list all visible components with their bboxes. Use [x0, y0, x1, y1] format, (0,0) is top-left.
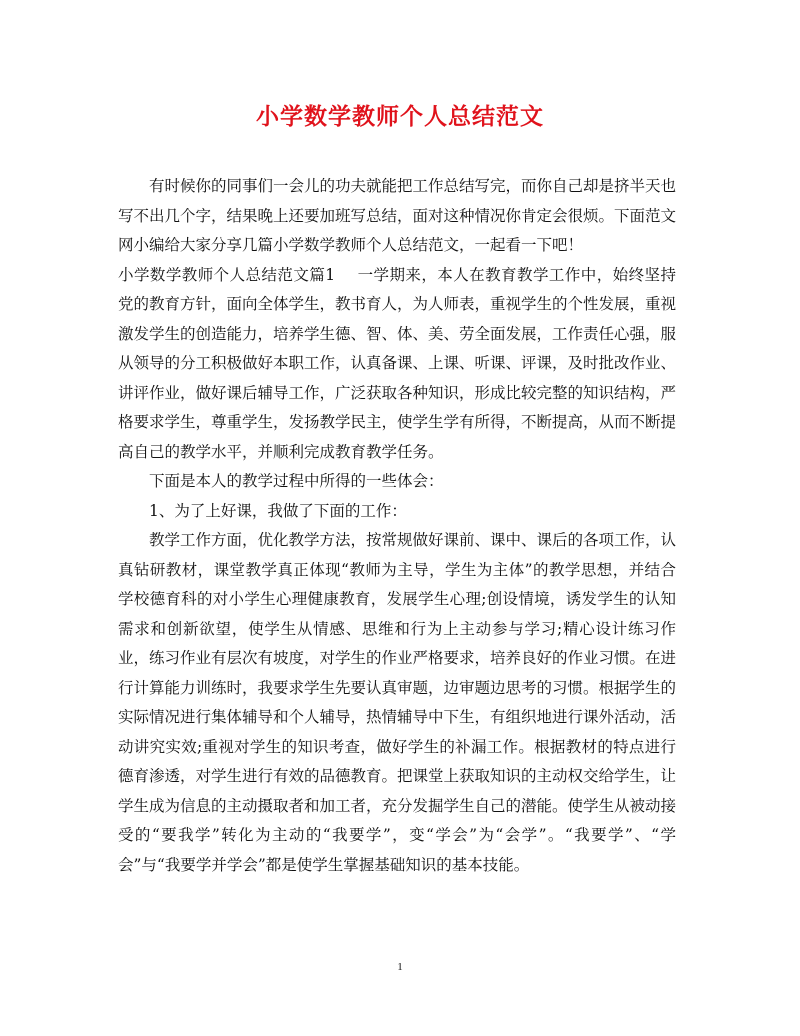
page-number: 1 [397, 961, 403, 973]
teaching-paragraph: 教学工作方面，优化教学方法，按常规做好课前、课中、课后的各项工作，认真钻研教材，课堂教学真正体现“教师为主导，学生为主体”的教学思想，并结合学校德育科的对小学生心理健康教育，发展学生心理;创设情境，诱发学生的认知需求和创新欲望，使学生从情感、思维和行为上主动参与学习;精心设计练习作业，练习作业有层次有坡度，对学生的作业严格要求，培养良好的作业习惯。在进行计算能力训练时，我要求学生先要认真审题，边审题边思考的习惯。根据学生的实际情况进行集体辅导和个人辅导，热情辅导中下生，有组织地进行课外活动，活动讲究实效;重视对学生的知识考查，做好学生的补漏工作。根据教材的特点进行德育渗透，对学生进行有效的品德教育。把课堂上获取知识的主动权交给学生，让学生成为信息的主动摄取者和加工者，充分发掘学生自己的潜能。使学生从被动接受的“要我学”转化为主动的“我要学”，变“学会”为“会学”。“我要学”、“学会”与“我要学并学会”都是使学生掌握基础知识的基本技能。 [118, 531, 677, 874]
point-one-paragraph: 1、为了上好课，我做了下面的工作： [149, 501, 407, 520]
intro-paragraph: 有时候你的同事们一会儿的功夫就能把工作总结写完，而你自己却是挤半天也写不出几个字，结果晚上还要加班写总结，面对这种情况你肯定会很烦。下面范文网小编给大家分享几篇小学数学教师个人总结范文，一起看一下吧！ [118, 177, 677, 254]
document-title: 小学数学教师个人总结范文 [256, 103, 544, 130]
document-body [118, 172, 676, 880]
section-heading: 小学数学教师个人总结范文篇1 [118, 265, 336, 284]
section-paragraph [118, 261, 676, 468]
section-text: 一学期来，本人在教育教学工作中，始终坚持党的教育方针，面向全体学生，教书育人，为人师表，重视学生的个性发展，重视激发学生的创造能力，培养学生德、智、体、美、劳全面发展，工作责任心强，服从领导的分工积极做好本职工作，认真备课、上课、听课、评课，及时批改作业、讲评作业，做好课后辅导工作，广泛获取各种知识，形成比较完整的知识结构，严格要求学生，尊重学生，发扬教学民主，使学生学有所得，不断提高，从而不断提高自己的教学水平，并顺利完成教育教学任务。 [118, 265, 677, 461]
experience-paragraph: 下面是本人的教学过程中所得的一些体会： [149, 472, 444, 490]
